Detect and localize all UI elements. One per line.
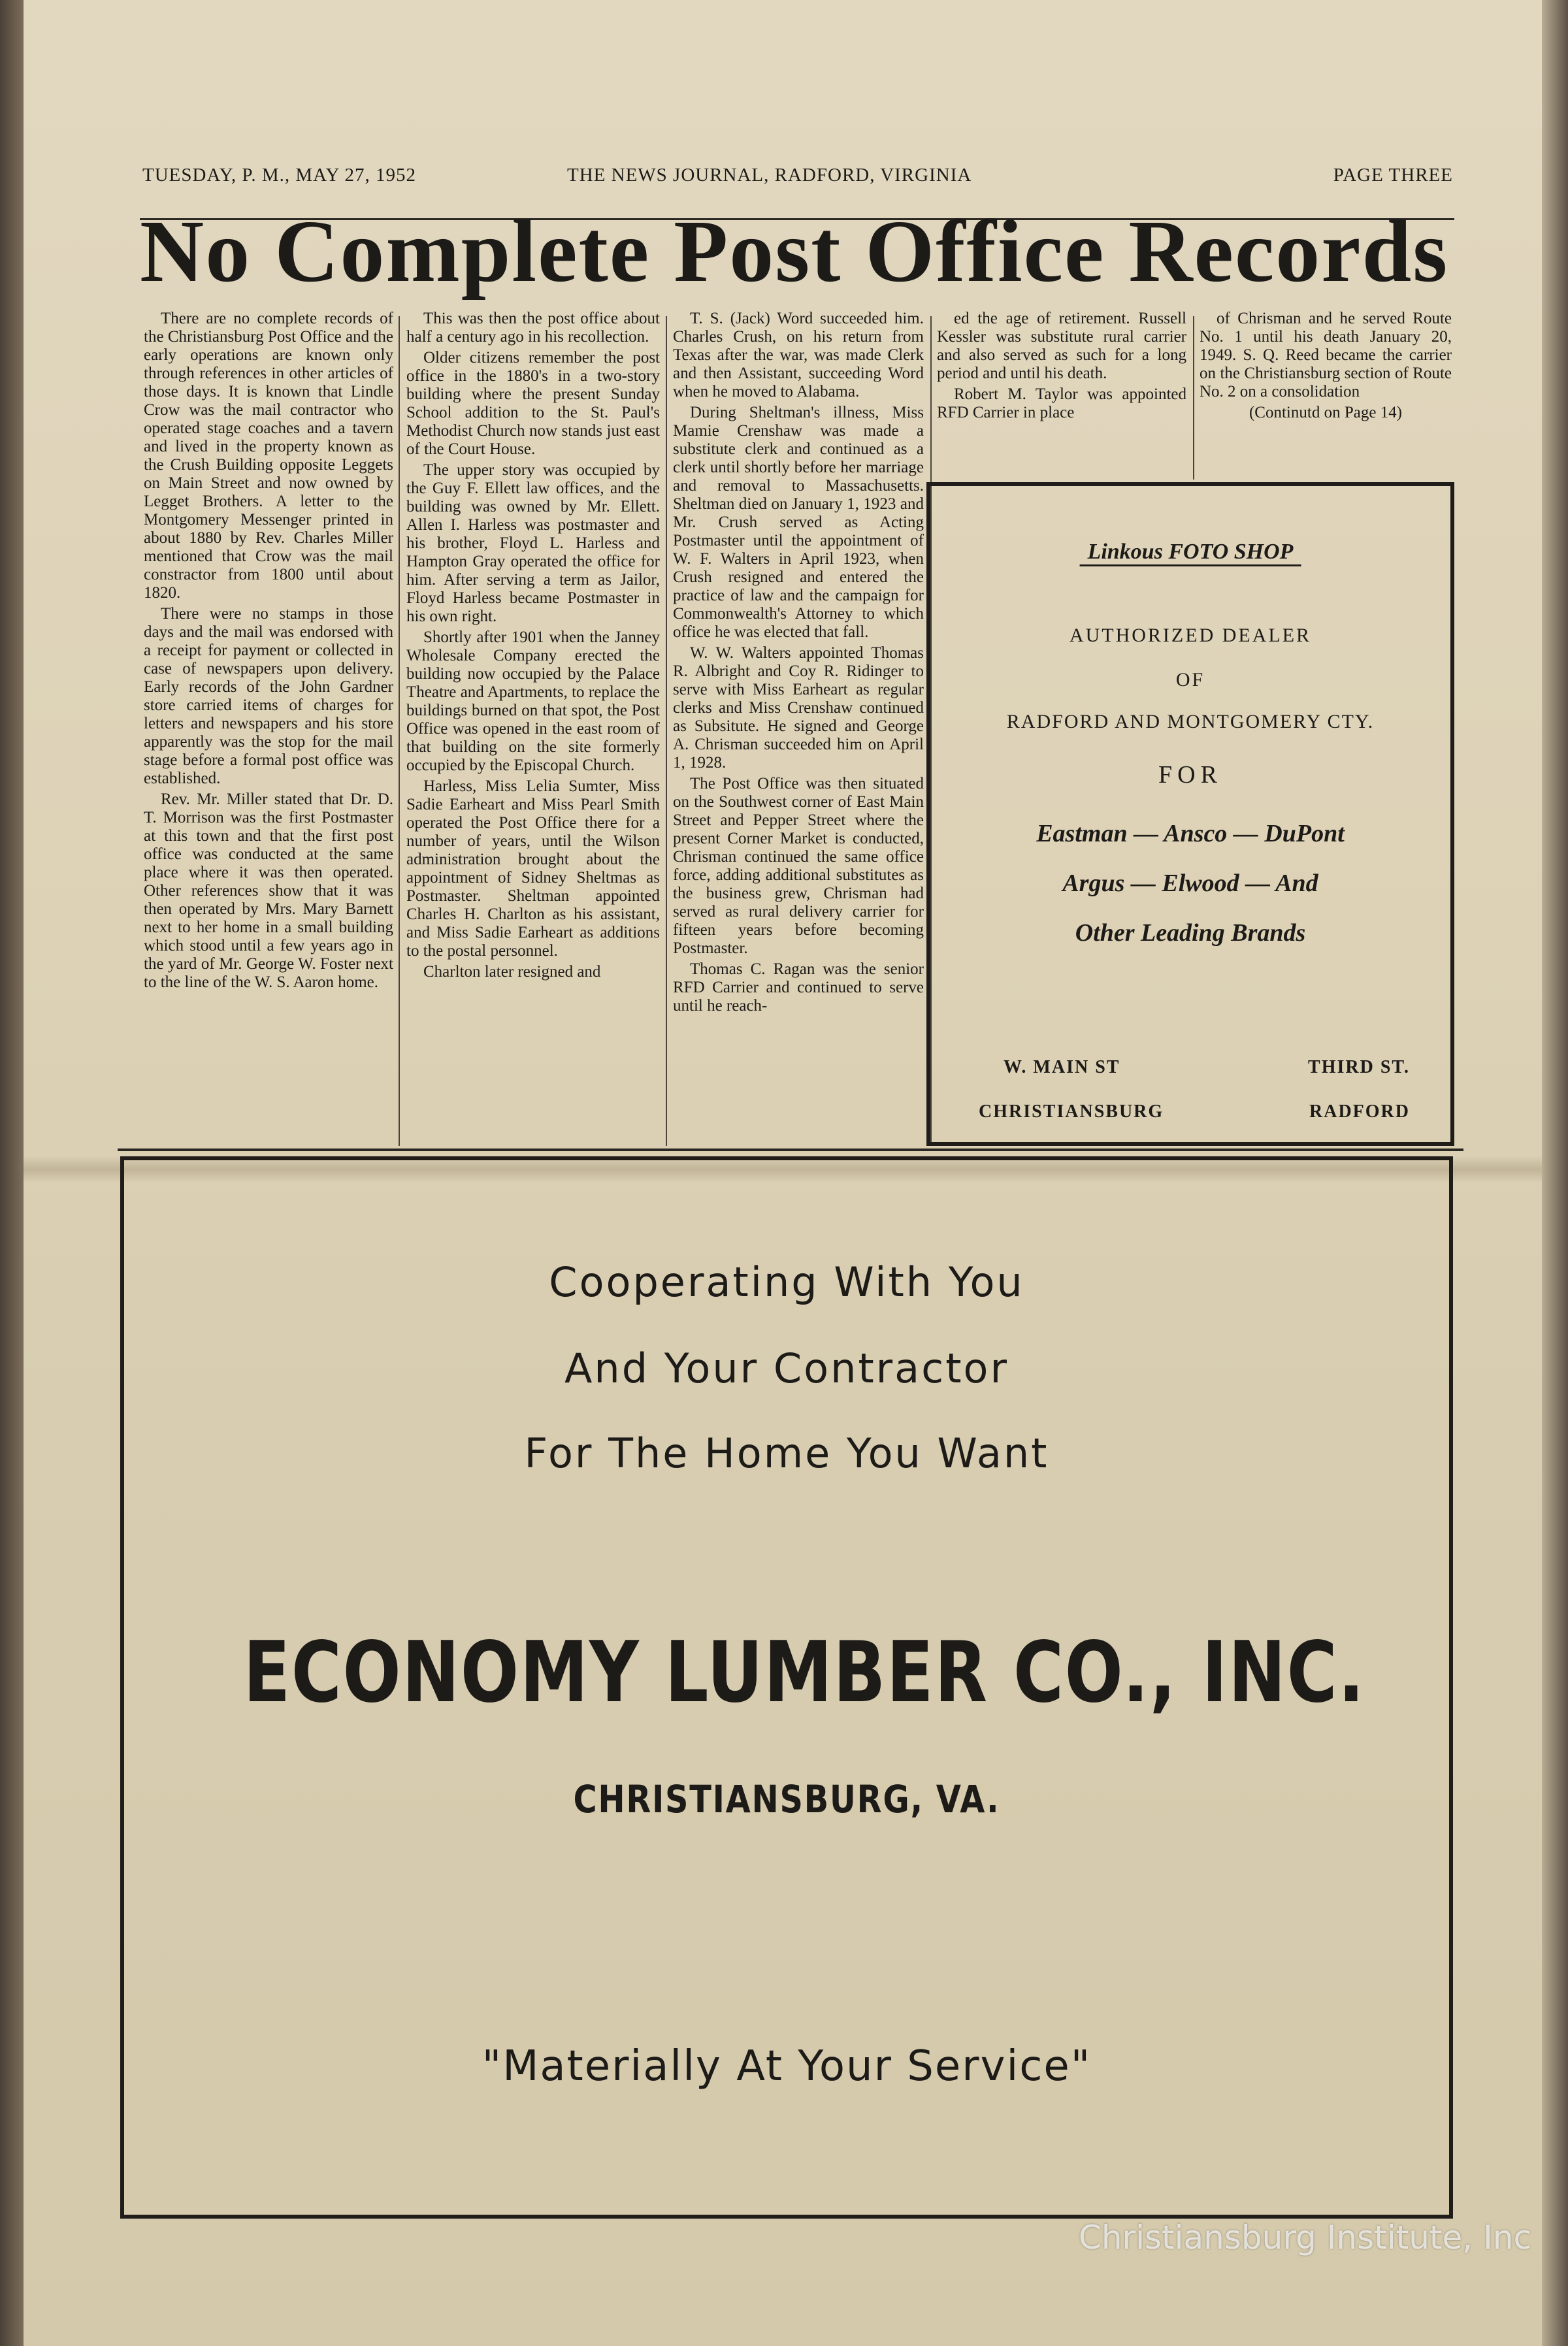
masthead-date: TUESDAY, P. M., MAY 27, 1952 — [142, 165, 417, 186]
lumber-company-name: ECONOMY LUMBER CO., INC. — [243, 1624, 1365, 1721]
foto-shop-logo: Linkous FOTO SHOP — [1080, 540, 1301, 566]
ad-address-left-city: CHRISTIANSBURG — [979, 1101, 1164, 1122]
article-paragraph: W. W. Walters appointed Thomas R. Albright and Coy R. Ridinger to serve with Miss Earheart as regular clerks and Miss Crenshaw continued as Subsitute. He signed and George A. Chrisman succeeded him on April 1, 1928. — [673, 644, 924, 772]
article-paragraph: There were no stamps in those days and the mail was endorsed with a receipt for payment or collected in case of newspapers upon delivery. Early records of the John Gardner store carried items of charges for letters and newspapers and his store apparently was the stop for the mail stage before a formal post office was established. — [144, 605, 393, 787]
lumber-ad-line-2: And Your Contractor — [564, 1344, 1009, 1392]
archive-watermark: Christiansburg Institute, Inc — [1078, 2219, 1531, 2256]
ad-address-right-city: RADFORD — [1309, 1101, 1410, 1122]
lumber-ad-line-1: Cooperating With You — [549, 1258, 1024, 1306]
article-paragraph: Thomas C. Ragan was the senior RFD Carrier and continued to serve until he reach- — [673, 960, 924, 1015]
article-paragraph: The Post Office was then situated on the Southwest corner of East Main Street and Pepper Street where the present Corner Market is conducted, Chrisman continued the same office force, adding additional substitutes as the business grew, Chrisman had served as rural delivery carrier for fifteen years before becoming Postmaster. — [673, 775, 924, 957]
article-column-2 — [406, 310, 660, 1146]
article-paragraph: Shortly after 1901 when the Janney Wholesale Company erected the building now occupied by the Palace Theatre and Apartments, to replace the buildings burned on that spot, the Post Office was opened in the east room of that building on the site formerly occupied by the Episcopal Church. — [406, 628, 660, 774]
lumber-ad-line-3: For The Home You Want — [524, 1429, 1049, 1477]
column-divider — [399, 316, 400, 1146]
foto-shop-ad — [926, 482, 1454, 1146]
economy-lumber-ad — [120, 1156, 1453, 2219]
lumber-slogan: "Materially At Your Service" — [482, 2042, 1092, 2091]
column-divider — [666, 316, 667, 1146]
ad-for: FOR — [1158, 761, 1222, 789]
continued-note: (Continutd on Page 14) — [1249, 404, 1402, 421]
article-paragraph: This was then the post office about half a century ago in his recollection. — [406, 310, 660, 346]
ad-address-left-street: W. MAIN ST — [1004, 1057, 1120, 1077]
article-paragraph: ed the age of retirement. Russell Kessler was substitute rural carrier and also served as such for a long period and until his death. — [937, 310, 1186, 382]
article-column-3 — [673, 310, 924, 1146]
page-right-edge — [1542, 0, 1568, 2346]
article-paragraph: During Sheltman's illness, Miss Mamie Crenshaw was made a substitute clerk and continued as a clerk until shortly before her marriage and removal to Massachusetts. Sheltman died on January 1, 1923 and Mr. Crush served as Acting Postmaster until the appointment of W. F. Walters in April 1923, when Crush resigned and entered the practice of law and the campaign for Commonwealth's Attorney to which office he was elected that fall. — [673, 404, 924, 641]
ad-authorized-dealer: AUTHORIZED DEALER — [1069, 625, 1312, 646]
masthead — [142, 165, 1453, 191]
lumber-company-city: CHRISTIANSBURG, VA. — [573, 1777, 1000, 1821]
article-column-1 — [144, 310, 393, 1146]
masthead-paper-name: THE NEWS JOURNAL, RADFORD, VIRGINIA — [567, 165, 972, 186]
ad-brands-line-1: Eastman — Ansco — DuPont — [1036, 820, 1345, 847]
article-paragraph: Rev. Mr. Miller stated that Dr. D. T. Morrison was the first Postmaster at this town and that the first post office was conducted at the same place where it was then operated. Other references show that it was then operated by Mrs. Mary Barnett next to her home in a small building which stood until a few years ago in the yard of Mr. George W. Foster next to the line of the W. S. Aaron home. — [144, 790, 393, 991]
ad-brands-line-3: Other Leading Brands — [1075, 919, 1306, 947]
article-paragraph: The upper story was occupied by the Guy F. Ellett law offices, and the building was owned by Mr. Ellett. Allen I. Harless was postmaster and his brother, Floyd L. Harless and Hampton Gray operated the office for him. After serving a term as Jailor, Floyd Harless became Postmaster in his own right. — [406, 461, 660, 625]
article-headline: No Complete Post Office Records — [140, 203, 1449, 301]
article-paragraph: Older citizens remember the post office in the 1880's in a two-story building where the present Sunday School addition to the St. Paul's Methodist Church now stands just east of the Court House. — [406, 349, 660, 458]
ad-of: OF — [1175, 669, 1205, 691]
article-paragraph: T. S. (Jack) Word succeeded him. Charles Crush, on his return from Texas after the war, was made Clerk and then Assistant, succeeding Word when he moved to Alabama. — [673, 310, 924, 400]
ad-service-area: RADFORD AND MONTGOMERY CTY. — [1006, 711, 1375, 732]
article-paragraph: Robert M. Taylor was appointed RFD Carrier in place — [937, 385, 1186, 421]
article-column-5 — [1200, 310, 1452, 473]
article-column-4 — [937, 310, 1186, 466]
article-paragraph: of Chrisman and he served Route No. 1 until his death January 20, 1949. S. Q. Reed became the carrier on the Christiansburg section of Route No. 2 on a consolidation — [1200, 310, 1452, 400]
page-left-edge — [0, 0, 24, 2346]
ad-address-right-street: THIRD ST. — [1308, 1057, 1410, 1077]
article-paragraph: Charlton later resigned and — [423, 963, 601, 981]
ad-brands-line-2: Argus — Elwood — And — [1062, 870, 1318, 897]
column-divider — [1193, 316, 1194, 480]
article-paragraph: There are no complete records of the Christiansburg Post Office and the early operations are known only through references in other articles of those days. It is known that Lindle Crow was the mail contractor who operated stage coaches and a tavern and lived in the property known as the Crush Building opposite Leggets on Main Street and now owned by Legget Brothers. A letter to the Montgomery Messenger printed in about 1880 by Rev. Charles Miller mentioned that Crow was the mail constractor from 1800 until about 1820. — [144, 310, 393, 602]
masthead-page-number: PAGE THREE — [1333, 165, 1453, 186]
article-paragraph: Harless, Miss Lelia Sumter, Miss Sadie Earheart and Miss Pearl Smith operated the Post Office there for a number of years, until the Wilson administration brought about the appointment of Sidney Sheltmas as Postmaster. Sheltman appointed Charles H. Charlton as his assistant, and Miss Sadie Earheart as additions to the postal personnel. — [406, 777, 660, 960]
section-rule — [118, 1149, 1463, 1151]
